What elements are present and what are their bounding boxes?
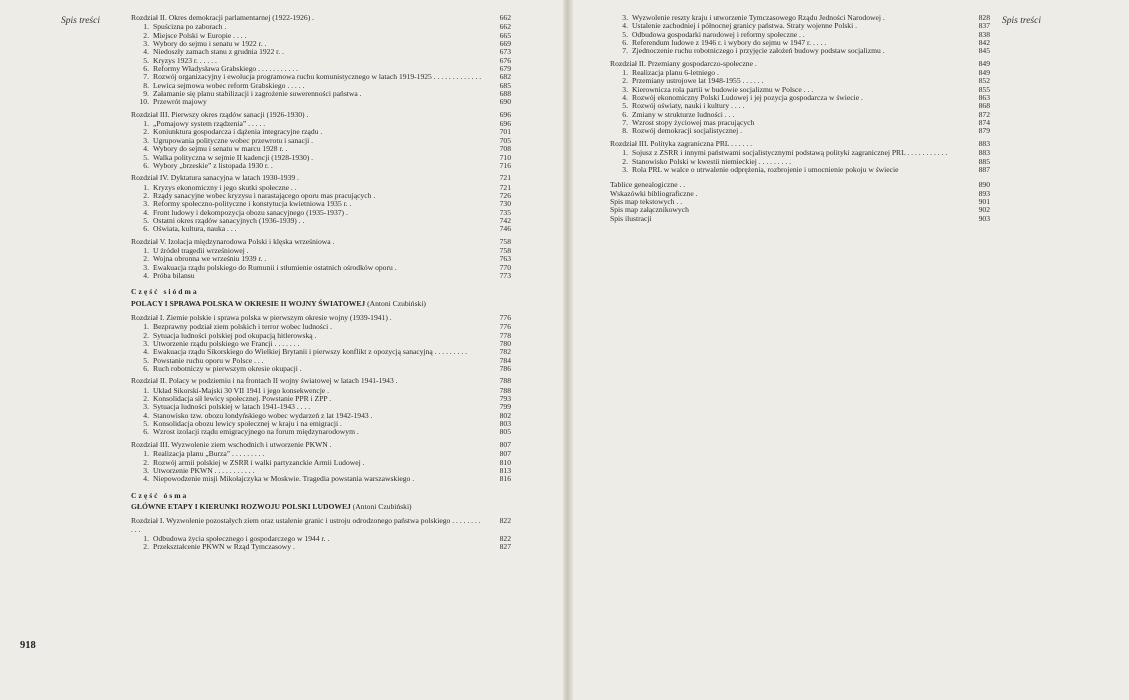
toc-item-number: 1. xyxy=(143,533,149,543)
toc-item-page: 701 xyxy=(499,127,511,137)
part-eight-author: (Antoni Czubiński) xyxy=(352,501,412,511)
toc-item-title: Układ Sikorski-Majski 30 VII 1941 i jego konsekwencje . xyxy=(153,385,329,395)
toc-item-page: 726 xyxy=(499,190,511,200)
toc-item-number: 2. xyxy=(143,542,149,552)
toc-item-page: 776 xyxy=(499,322,511,332)
toc-item-list xyxy=(131,120,511,170)
toc-chapter-page: 662 xyxy=(499,13,511,22)
toc-item-page: 788 xyxy=(499,385,511,395)
toc-item-number: 3. xyxy=(622,84,628,94)
toc-item-number: 3. xyxy=(622,13,628,22)
toc-item-page: 721 xyxy=(499,182,511,192)
toc-block-part7 xyxy=(131,314,511,484)
book-gutter xyxy=(563,0,573,700)
toc-item-page: 690 xyxy=(499,97,511,107)
toc-appendix-entry xyxy=(610,215,990,223)
toc-item-number: 7. xyxy=(622,46,628,56)
toc-item-number: 5. xyxy=(143,55,149,65)
toc-item-page: 685 xyxy=(499,80,511,90)
toc-item-page: 786 xyxy=(499,364,511,374)
toc-item-number: 1. xyxy=(143,245,149,255)
toc-item-title: Powstanie ruchu oporu w Polsce . . . xyxy=(153,355,264,365)
toc-item-page: 705 xyxy=(499,135,511,145)
toc-item-title: Zjednoczenie ruchu robotniczego i przyjęcie założeń budowy podstaw socjalizmu . xyxy=(632,46,885,56)
toc-item-number: 2. xyxy=(143,190,149,200)
toc-chapter xyxy=(131,314,511,373)
toc-chapter-title: Rozdział III. Pierwszy okres rządów sanacji (1926-1930) . xyxy=(131,109,309,119)
toc-item-page: 669 xyxy=(499,39,511,49)
toc-item-number: 3. xyxy=(143,199,149,209)
toc-item-number: 6. xyxy=(143,224,149,234)
toc-item-number: 1. xyxy=(622,68,628,78)
toc-appendix-page: 890 xyxy=(978,180,990,190)
toc-item-title: Reformy Władysława Grabskiego . . . . . . . . . . . xyxy=(153,64,298,74)
toc-chapter-page: 788 xyxy=(499,376,511,386)
toc-item-list xyxy=(131,23,511,106)
toc-item-title: „Pomajowy system rządzenia” . . . . . xyxy=(153,119,266,129)
toc-item-title: Rozwój organizacyjny i ewolucja programowa ruchu komunistycznego w latach 1919-1925 . . . . . . . . . . . . . xyxy=(153,72,482,82)
toc-item-number: 4. xyxy=(143,347,149,357)
toc-appendix-page: 893 xyxy=(978,188,990,198)
toc-chapter-title: Rozdział II. Okres demokracji parlamentarnej (1922-1926) . xyxy=(131,13,315,22)
toc-item-title: Kierownicza rola partii w budowie socjalizmu w Polsce . . . xyxy=(632,84,814,94)
toc-item-title: Kryzys 1923 r. . . . . . xyxy=(153,55,217,65)
toc-item-page: 838 xyxy=(978,29,990,39)
toc-item-title: Niedoszły zamach stanu z grudnia 1922 r. . xyxy=(153,47,284,57)
toc-block-right xyxy=(610,60,990,174)
toc-item-number: 2. xyxy=(143,457,149,467)
toc-item-number: 2. xyxy=(143,254,149,264)
toc-item-title: Przewrót majowy xyxy=(153,97,207,107)
toc-item-title: Wybory do sejmu i senatu w 1922 r. . xyxy=(153,39,267,49)
toc-item-page: 735 xyxy=(499,207,511,217)
toc-item xyxy=(131,428,511,436)
toc-item-number: 8. xyxy=(143,80,149,90)
toc-item-page: 852 xyxy=(978,76,990,86)
toc-item-number: 6. xyxy=(143,364,149,374)
toc-item-page: 708 xyxy=(499,144,511,154)
toc-item-number: 1. xyxy=(143,22,149,32)
toc-item-title: Wyzwolenie reszty kraju i utworzenie Tymczasowego Rządu Jedności Narodowej . xyxy=(632,13,885,22)
toc-chapter-page: 883 xyxy=(978,138,990,148)
toc-item-number: 3. xyxy=(143,402,149,412)
toc-chapter-heading xyxy=(131,377,511,385)
toc-chapter-heading xyxy=(131,111,511,119)
toc-chapter-title: Rozdział II. Polacy w podziemiu i na frontach II wojny światowej w latach 1941-1943 . xyxy=(131,376,398,386)
toc-item-number: 5. xyxy=(622,29,628,39)
toc-item-title: Ruch robotniczy w pierwszym okresie okupacji . xyxy=(153,364,302,374)
toc-appendix-page: 903 xyxy=(978,213,990,223)
toc-chapter-heading xyxy=(610,60,990,68)
toc-item xyxy=(131,365,511,373)
toc-item-number: 6. xyxy=(143,64,149,74)
toc-item-number: 6. xyxy=(143,160,149,170)
toc-chapter xyxy=(610,140,990,174)
toc-item-number: 3. xyxy=(143,465,149,475)
toc-item-title: Przemiany ustrojowe lat 1948-1955 . . . . . . xyxy=(632,76,764,86)
part-seven-title xyxy=(131,300,511,308)
toc-item-title: Ewakuacja rządu Sikorskiego do Wielkiej Brytanii i pierwszy konflikt z opozycją sanacyjną . . . . . . . . . xyxy=(153,347,467,357)
toc-item-number: 2. xyxy=(143,30,149,40)
toc-item-number: 10. xyxy=(139,97,149,107)
toc-item-number: 6. xyxy=(622,109,628,119)
toc-item-page: 710 xyxy=(499,152,511,162)
toc-item-title: Ugrupowania polityczne wobec przewrotu i sanacji . xyxy=(153,135,314,145)
toc-item-title: Odbudowa życia społecznego i gospodarczego w 1944 r. . xyxy=(153,533,330,543)
toc-chapter-title: Rozdział I. Ziemie polskie i sprawa polska w pierwszym okresie wojny (1939-1941) . xyxy=(131,313,392,322)
toc-chapter-page: 696 xyxy=(499,109,511,119)
toc-item-number: 8. xyxy=(622,126,628,136)
toc-item-page: 782 xyxy=(499,347,511,357)
toc-item-page: 780 xyxy=(499,339,511,349)
toc-item xyxy=(610,166,990,174)
toc-item-number: 1. xyxy=(622,148,628,158)
toc-item-title: Zmiany w strukturze ludności . . . xyxy=(632,109,735,119)
toc-item-number: 2. xyxy=(622,76,628,86)
toc-appendix-entry xyxy=(610,206,990,214)
toc-item-page: 746 xyxy=(499,224,511,234)
toc-item-list xyxy=(131,247,511,280)
toc-appendix-page: 901 xyxy=(978,196,990,206)
toc-item-title: Niepowodzenie misji Mikołajczyka w Moskwie. Tragedia powstania warszawskiego . xyxy=(153,474,415,484)
toc-item-title: Rola PRL w walce o utrwalenie odprężenia, rozbrojenie i umocnienie pokoju w świecie xyxy=(632,164,899,174)
toc-appendix-page: 902 xyxy=(978,205,990,215)
toc-item xyxy=(131,543,511,551)
part-eight-label: Część ósma xyxy=(131,490,189,500)
toc-item-page: 849 xyxy=(978,68,990,78)
part-seven-label: Część siódma xyxy=(131,287,199,297)
toc-item-page: 784 xyxy=(499,355,511,365)
toc-item-title: Bezprawny podział ziem polskich i terror wobec ludności . xyxy=(153,322,333,332)
toc-item-title: Kryzys ekonomiczny i jego skutki społeczne . . xyxy=(153,182,297,192)
toc-item-title: Przekształcenie PKWN w Rząd Tymczasowy . xyxy=(153,542,295,552)
toc-chapter-heading xyxy=(131,238,511,246)
toc-chapter-heading xyxy=(610,140,990,148)
toc-item-list xyxy=(131,387,511,437)
left-margin-label: Spis treści xyxy=(61,16,100,26)
left-toc-column xyxy=(131,14,511,556)
toc-item-number: 4. xyxy=(143,144,149,154)
toc-item-number: 4. xyxy=(622,21,628,31)
toc-item-title: Konsolidacja sił lewicy społecznej. Powstanie PPR i ZPP . xyxy=(153,394,332,404)
toc-block-part6 xyxy=(131,14,511,280)
toc-continued-items xyxy=(610,14,990,56)
toc-item-number: 1. xyxy=(143,119,149,129)
toc-item-number: 3. xyxy=(143,39,149,49)
toc-item-title: Sojusz z ZSRR i innymi państwami socjalistycznymi podstawą polityki zagranicznej PRL . . . . . . . . . . . xyxy=(632,148,948,158)
toc-item-title: Próba bilansu xyxy=(153,270,195,280)
toc-item-title: Wzrost stopy życiowej mas pracujących xyxy=(632,118,755,128)
toc-item xyxy=(610,127,990,135)
toc-item-page: 758 xyxy=(499,245,511,255)
toc-item-page: 742 xyxy=(499,215,511,225)
toc-item-page: 730 xyxy=(499,199,511,209)
toc-item-title: Rządy sanacyjne wobec kryzysu i narastającego oporu mas pracujących . xyxy=(153,190,376,200)
toc-item-title: Stanowisko Polski w kwestii niemieckiej . . . . . . . . . xyxy=(632,156,792,166)
toc-chapter-heading xyxy=(131,174,511,182)
toc-item-number: 4. xyxy=(143,270,149,280)
toc-chapter xyxy=(131,111,511,170)
toc-item-page: 842 xyxy=(978,38,990,48)
toc-item-number: 7. xyxy=(143,72,149,82)
toc-item-page: 773 xyxy=(499,270,511,280)
toc-item-title: Ostatni okres rządów sanacyjnych (1936-1939) . . xyxy=(153,215,305,225)
toc-item-number: 4. xyxy=(143,47,149,57)
toc-item-number: 7. xyxy=(622,118,628,128)
toc-appendix-title: Spis map tekstowych . . xyxy=(610,196,683,206)
toc-item-page: 696 xyxy=(499,119,511,129)
toc-item-number: 2. xyxy=(622,156,628,166)
toc-chapter-title: Rozdział II. Przemiany gospodarczo-społeczne . xyxy=(610,58,757,68)
toc-item-title: Utworzenie rządu polskiego we Francji . . . . . . . xyxy=(153,339,300,349)
right-toc-column xyxy=(610,14,990,223)
toc-chapter xyxy=(131,238,511,281)
toc-appendix-title: Spis map załącznikowych xyxy=(610,205,689,215)
toc-item-page: 837 xyxy=(978,21,990,31)
toc-item-page: 868 xyxy=(978,101,990,111)
toc-item-title: Miejsce Polski w Europie . . . . xyxy=(153,30,247,40)
toc-item-title: Referendum ludowe z 1946 r. i wybory do sejmu w 1947 r. . . . . xyxy=(632,38,827,48)
toc-item-title: Załamanie się planu stabilizacji i zagrożenie suwerenności państwa . xyxy=(153,89,362,99)
toc-chapter-page: 721 xyxy=(499,173,511,183)
toc-item-title: Realizacja planu 6-letniego . xyxy=(632,68,719,78)
toc-item-title: Rozwój oświaty, nauki i kultury . . . . xyxy=(632,101,745,111)
toc-item-list xyxy=(131,535,511,552)
toc-item xyxy=(131,225,511,233)
part-eight-title xyxy=(131,503,511,511)
toc-chapter-heading xyxy=(131,314,511,322)
toc-item-page: 874 xyxy=(978,118,990,128)
toc-item-title: Ustalenie zachodniej i północnej granicy państwa. Straty wojenne Polski . xyxy=(632,21,858,31)
toc-item-title: Wojna obronna we wrześniu 1939 r. . xyxy=(153,254,267,264)
toc-chapter-title: Rozdział IV. Dyktatura sanacyjna w latach 1930-1939 . xyxy=(131,173,299,183)
toc-item-page: 662 xyxy=(499,22,511,32)
toc-item-number: 2. xyxy=(143,330,149,340)
toc-item-list xyxy=(610,149,990,174)
toc-item-page: 885 xyxy=(978,156,990,166)
toc-item-list xyxy=(131,323,511,373)
toc-chapter-title: Rozdział III. Polityka zagraniczna PRL . . . . . . xyxy=(610,138,753,148)
toc-item-number: 1. xyxy=(143,385,149,395)
toc-appendix-title: Spis ilustracji xyxy=(610,213,652,223)
toc-item-page: 793 xyxy=(499,394,511,404)
toc-item-page: 816 xyxy=(499,474,511,484)
toc-item-title: Rozwój demokracji socjalistycznej . xyxy=(632,126,743,136)
toc-item-page: 883 xyxy=(978,148,990,158)
toc-item-number: 5. xyxy=(143,419,149,429)
toc-item-number: 9. xyxy=(143,89,149,99)
toc-item-title: Rozwój armii polskiej w ZSRR i walki partyzanckie Armii Ludowej . xyxy=(153,457,365,467)
page-number: 918 xyxy=(20,640,36,651)
toc-chapter-title: Rozdział I. Wyzwolenie pozostałych ziem oraz ustalenie granic i ustroju odrodzonego państwa polskiego . . . . . . . . . . . xyxy=(131,516,481,534)
toc-chapter-page: 776 xyxy=(499,313,511,322)
toc-item-page: 805 xyxy=(499,427,511,437)
toc-item-page: 822 xyxy=(499,533,511,543)
toc-item-number: 6. xyxy=(143,427,149,437)
toc-item-number: 5. xyxy=(143,152,149,162)
toc-item-title: Wzrost izolacji rządu emigracyjnego na forum międzynarodowym . xyxy=(153,427,359,437)
toc-item-number: 3. xyxy=(143,339,149,349)
toc-item-title: Koniunktura gospodarcza i dążenia integracyjne rządu . xyxy=(153,127,323,137)
toc-item-page: 676 xyxy=(499,55,511,65)
toc-item-number: 3. xyxy=(143,262,149,272)
toc-item-title: Front ludowy i dekompozycja obozu sanacyjnego (1935-1937) . xyxy=(153,207,348,217)
toc-appendix-title: Tablice genealogiczne . . xyxy=(610,180,686,190)
toc-item xyxy=(131,272,511,280)
toc-item-page: 778 xyxy=(499,330,511,340)
toc-item xyxy=(131,475,511,483)
toc-item-title: Odbudowa gospodarki narodowej i reformy społeczne . . xyxy=(632,29,805,39)
toc-item-page: 803 xyxy=(499,419,511,429)
toc-chapter xyxy=(131,377,511,436)
toc-item-page: 716 xyxy=(499,160,511,170)
part-eight-heading: GŁÓWNE ETAPY I KIERUNKI ROZWOJU POLSKI LUDOWEJ xyxy=(131,501,351,511)
toc-item-number: 2. xyxy=(143,127,149,137)
toc-item-page: 807 xyxy=(499,449,511,459)
toc-chapter-title: Rozdział V. Izolacja międzynarodowa Polski i klęska wrześniowa . xyxy=(131,236,335,246)
toc-item-page: 872 xyxy=(978,109,990,119)
toc-item-list xyxy=(131,184,511,234)
toc-chapter-page: 849 xyxy=(978,58,990,68)
toc-item xyxy=(131,98,511,106)
toc-item-title: Stanowisko tzw. obozu londyńskiego wobec wydarzeń z lat 1942-1943 . xyxy=(153,410,373,420)
toc-chapter-page: 758 xyxy=(499,236,511,246)
toc-item-title: Rozwój ekonomiczny Polski Ludowej i jej pozycja gospodarcza w świecie . xyxy=(632,93,863,103)
toc-chapter xyxy=(610,60,990,136)
right-margin-label: Spis treści xyxy=(1002,16,1041,26)
toc-item-page: 679 xyxy=(499,64,511,74)
toc-item-number: 1. xyxy=(143,449,149,459)
toc-item-number: 5. xyxy=(143,215,149,225)
toc-item-number: 2. xyxy=(143,394,149,404)
toc-item-number: 6. xyxy=(622,38,628,48)
toc-chapter-heading xyxy=(131,441,511,449)
toc-chapter xyxy=(131,14,511,107)
toc-item-page: 855 xyxy=(978,84,990,94)
toc-item-title: Spuścizna po zaborach . xyxy=(153,22,227,32)
toc-item-page: 863 xyxy=(978,93,990,103)
toc-item-number: 5. xyxy=(622,101,628,111)
toc-item-title: Lewica sejmowa wobec reform Grabskiego . . . . . xyxy=(153,80,305,90)
toc-item-title: Reformy społeczno-polityczne i konstytucja kwietniowa 1935 r. . xyxy=(153,199,352,209)
toc-item-title: Walka polityczna w sejmie II kadencji (1928-1930) . xyxy=(153,152,314,162)
toc-block-part8 xyxy=(131,517,511,551)
toc-item-page: 770 xyxy=(499,262,511,272)
toc-item xyxy=(131,162,511,170)
toc-item xyxy=(610,47,990,55)
toc-chapter-page: 807 xyxy=(499,439,511,449)
toc-item-list xyxy=(131,450,511,483)
toc-item-title: Utworzenie PKWN . . . . . . . . . . . xyxy=(153,465,255,475)
toc-item-title: Sytuacja ludności polskiej w latach 1941-1943 . . . . xyxy=(153,402,311,412)
toc-item-page: 887 xyxy=(978,164,990,174)
toc-item-title: Oświata, kultura, nauka . . . xyxy=(153,224,237,234)
toc-item-number: 4. xyxy=(143,207,149,217)
toc-item-number: 3. xyxy=(143,135,149,145)
toc-item-title: Konsolidacja obozu lewicy społecznej w kraju i na emigracji . xyxy=(153,419,342,429)
toc-item-number: 5. xyxy=(143,355,149,365)
toc-appendix-list xyxy=(610,181,990,223)
toc-item-page: 813 xyxy=(499,465,511,475)
toc-item-number: 4. xyxy=(622,93,628,103)
toc-item-page: 763 xyxy=(499,254,511,264)
toc-chapter-page: 822 xyxy=(499,516,511,526)
toc-item-number: 4. xyxy=(143,474,149,484)
toc-item-page: 828 xyxy=(978,13,990,22)
toc-item-list xyxy=(610,69,990,136)
toc-appendix-title: Wskazówki bibliograficzne . xyxy=(610,188,698,198)
toc-item-page: 810 xyxy=(499,457,511,467)
toc-chapter xyxy=(131,441,511,484)
toc-item-number: 3. xyxy=(622,164,628,174)
toc-item-number: 1. xyxy=(143,322,149,332)
toc-chapter-heading xyxy=(131,517,511,534)
part-seven-heading: POLACY I SPRAWA POLSKA W OKRESIE II WOJNY ŚWIATOWEJ xyxy=(131,298,366,308)
toc-item-page: 665 xyxy=(499,30,511,40)
toc-item-number: 1. xyxy=(143,182,149,192)
toc-item-page: 827 xyxy=(499,542,511,552)
toc-chapter xyxy=(131,517,511,551)
toc-item-title: U źródeł tragedii wrześniowej . xyxy=(153,245,249,255)
toc-item-title: Ewakuacja rządu polskiego do Rumunii i stłumienie ostatnich ośrodków oporu . xyxy=(153,262,397,272)
toc-chapter-title: Rozdział III. Wyzwolenie ziem wschodnich i utworzenie PKWN . xyxy=(131,439,332,449)
part-seven-author: (Antoni Czubiński) xyxy=(367,298,426,308)
toc-chapter-heading xyxy=(131,14,511,22)
toc-item-number: 4. xyxy=(143,410,149,420)
toc-item-page: 688 xyxy=(499,89,511,99)
toc-item-title: Sytuacja ludności polskiej pod okupacją hitlerowską . xyxy=(153,330,317,340)
toc-item-page: 682 xyxy=(499,72,511,82)
toc-item-page: 879 xyxy=(978,126,990,136)
toc-item-title: Wybory „brzeskie” z listopada 1930 r. . xyxy=(153,160,273,170)
toc-chapter xyxy=(131,174,511,233)
toc-item-page: 845 xyxy=(978,46,990,56)
toc-item-title: Realizacja planu „Burza” . . . . . . . . . xyxy=(153,449,265,459)
toc-item-page: 799 xyxy=(499,402,511,412)
toc-item-page: 673 xyxy=(499,47,511,57)
toc-item-title: Wybory do sejmu i senatu w marcu 1928 r. . xyxy=(153,144,288,154)
toc-item-page: 802 xyxy=(499,410,511,420)
